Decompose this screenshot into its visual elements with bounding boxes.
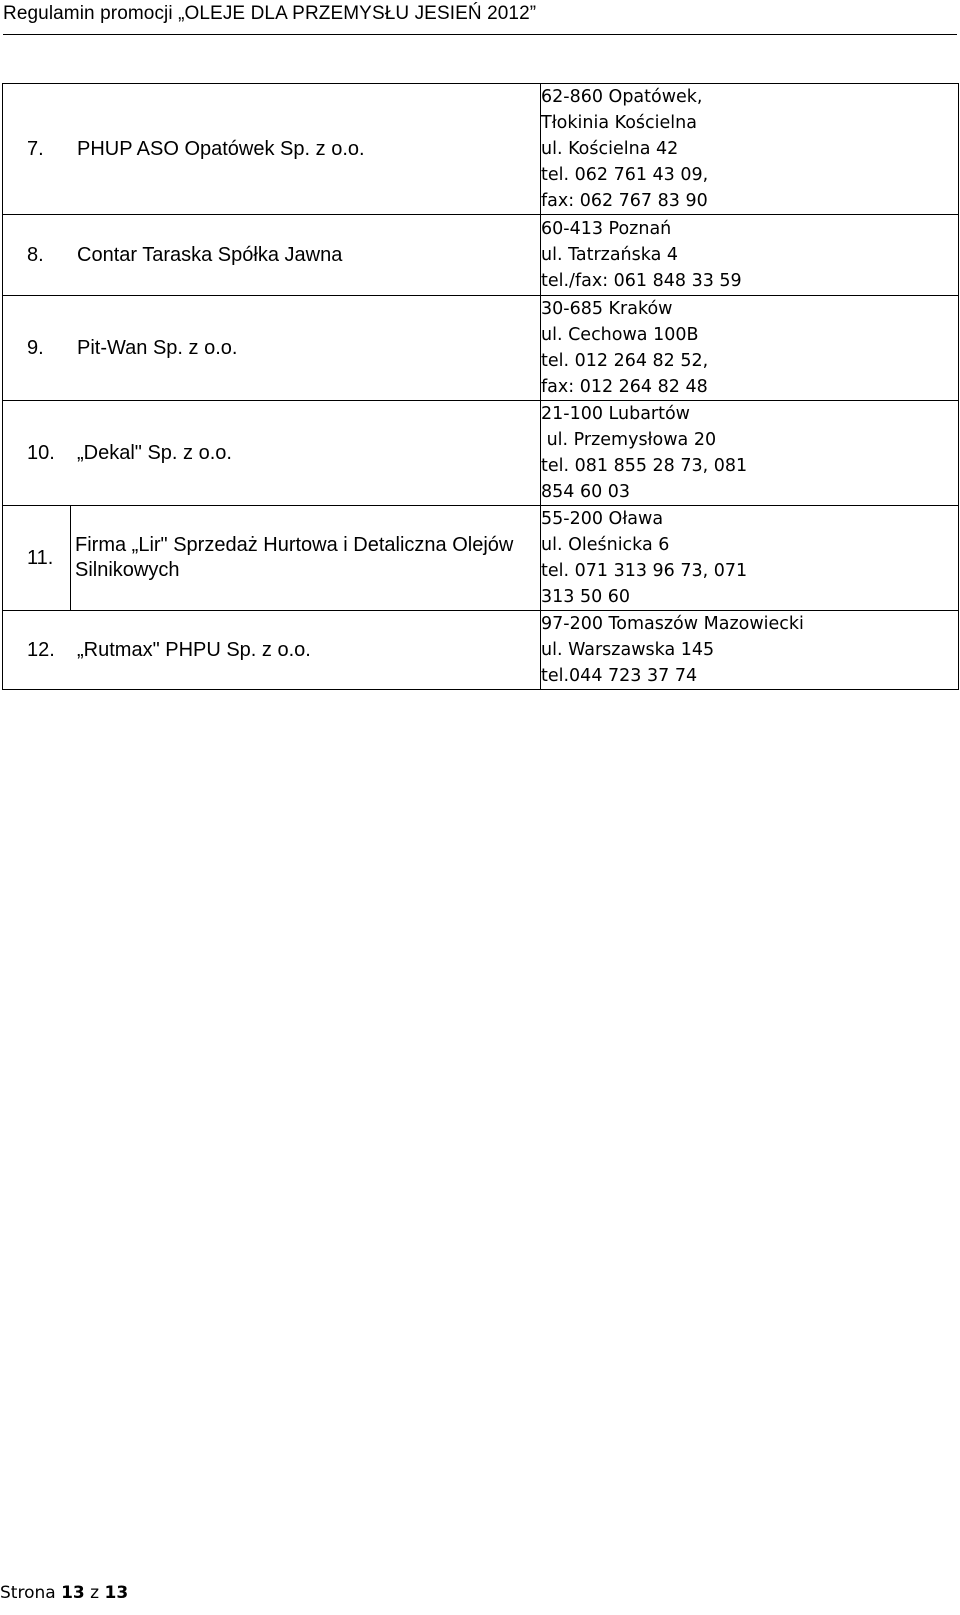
table-row — [3, 506, 959, 611]
address-line: 97-200 Tomaszów Mazowiecki — [541, 614, 804, 634]
dealer-name: Firma „Lir" Sprzedaż Hurtowa i Detaliczna Olejów Silnikowych — [75, 534, 514, 581]
address-line: tel. 081 855 28 73, 081 — [541, 456, 748, 476]
page-word: Strona — [0, 1583, 56, 1603]
table-row — [3, 296, 959, 401]
address-line: 30-685 Kraków — [541, 299, 673, 319]
dealer-number: 10. — [27, 441, 55, 464]
dealer-name-cell — [71, 506, 541, 611]
address-line: 60-413 Poznań — [541, 219, 672, 239]
dealer-address — [541, 506, 959, 611]
dealer-name: „Dekal" Sp. z o.o. — [77, 441, 232, 464]
address-line: 313 50 60 — [541, 587, 631, 607]
address-line: Tłokinia Kościelna — [541, 113, 697, 133]
dealer-number: 8. — [27, 243, 44, 266]
dealer-number: 12. — [27, 638, 55, 661]
dealer-name: Pit-Wan Sp. z o.o. — [77, 336, 238, 359]
dealer-cell — [3, 84, 541, 215]
dealer-number: 7. — [27, 137, 44, 160]
dealers-table — [2, 83, 959, 690]
address-line: tel./fax: 061 848 33 59 — [541, 271, 742, 291]
dealer-name: Contar Taraska Spółka Jawna — [77, 243, 343, 266]
address-line: fax: 062 767 83 90 — [541, 191, 708, 211]
dealer-address — [541, 84, 959, 215]
page-of: z — [90, 1583, 100, 1603]
page-footer — [0, 1583, 128, 1603]
address-line: fax: 012 264 82 48 — [541, 377, 708, 397]
address-line: ul. Warszawska 145 — [541, 640, 715, 660]
page-total: 13 — [104, 1583, 129, 1603]
dealer-address — [541, 296, 959, 401]
header-divider — [3, 34, 957, 35]
dealer-number: 9. — [27, 336, 44, 359]
dealer-number-cell — [3, 506, 71, 611]
page-current: 13 — [61, 1583, 85, 1603]
address-line: 62-860 Opatówek, — [541, 87, 703, 107]
dealer-name: „Rutmax" PHPU Sp. z o.o. — [77, 638, 311, 661]
dealer-address — [541, 215, 959, 296]
dealer-name: PHUP ASO Opatówek Sp. z o.o. — [77, 137, 365, 160]
address-line: ul. Tatrzańska 4 — [541, 245, 679, 265]
dealer-cell — [3, 611, 541, 690]
address-line: 21-100 Lubartów — [541, 404, 690, 424]
dealer-address — [541, 401, 959, 506]
table-row — [3, 611, 959, 690]
address-line: tel. 062 761 43 09, — [541, 165, 709, 185]
table-row — [3, 215, 959, 296]
address-line: ul. Przemysłowa 20 — [541, 430, 717, 450]
address-line: ul. Oleśnicka 6 — [541, 535, 670, 555]
dealer-cell — [3, 296, 541, 401]
table-row — [3, 84, 959, 215]
address-line: 55-200 Oława — [541, 509, 664, 529]
dealer-address — [541, 611, 959, 690]
address-line: ul. Kościelna 42 — [541, 139, 679, 159]
address-line: tel. 012 264 82 52, — [541, 351, 709, 371]
table-row — [3, 401, 959, 506]
address-line: ul. Cechowa 100B — [541, 325, 699, 345]
dealer-number: 11. — [27, 546, 54, 569]
document-header: Regulamin promocji „OLEJE DLA PRZEMYSŁU JESIEŃ 2012” — [3, 3, 537, 24]
address-line: tel.044 723 37 74 — [541, 666, 698, 686]
address-line: tel. 071 313 96 73, 071 — [541, 561, 748, 581]
dealer-cell — [3, 215, 541, 296]
dealer-cell — [3, 401, 541, 506]
address-line: 854 60 03 — [541, 482, 631, 502]
